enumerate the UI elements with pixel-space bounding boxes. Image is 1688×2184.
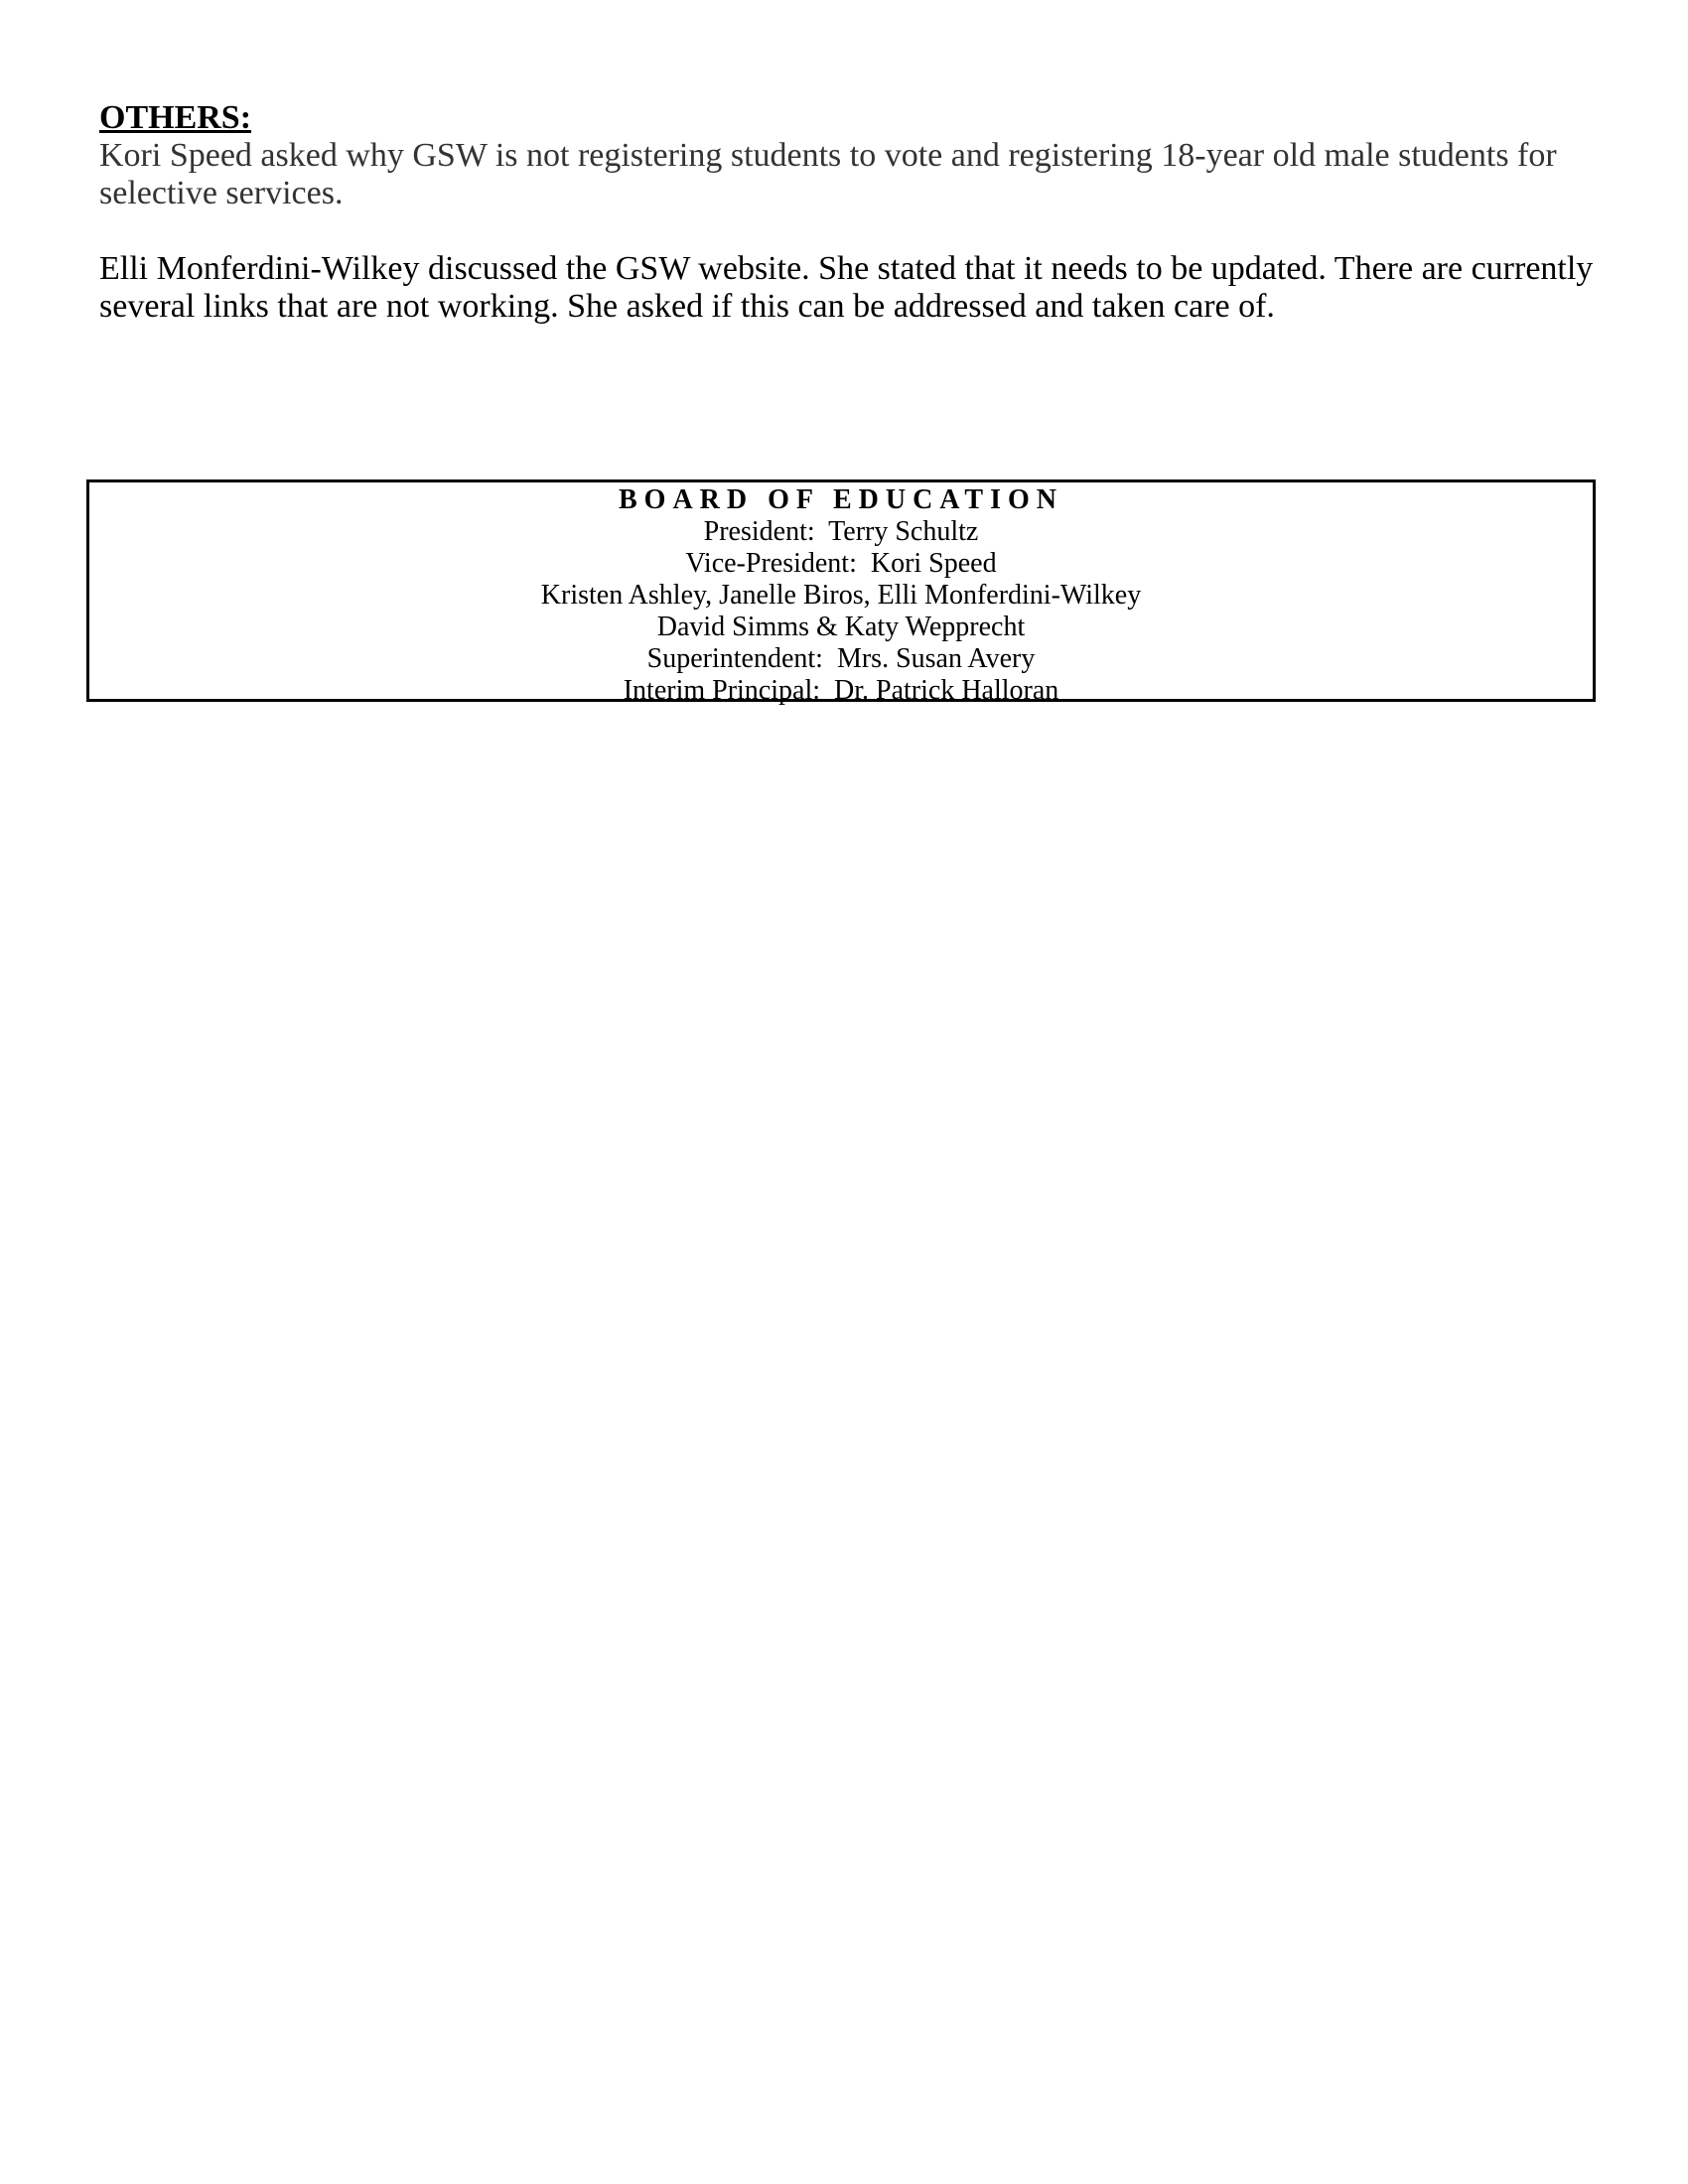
board-of-education-box <box>86 479 1596 706</box>
board-interim-principal: Interim Principal: Dr. Patrick Halloran <box>623 675 1059 706</box>
others-paragraph-website: Elli Monferdini-Wilkey discussed the GSW website. She stated that it needs to be updated. There are currently several links that are not working. She asked if this can be addressed and taken care of. <box>99 250 1594 325</box>
board-members-line-1: Kristen Ashley, Janelle Biros, Elli Monferdini-Wilkey <box>540 580 1142 611</box>
others-heading: OTHERS: <box>99 99 252 136</box>
others-paragraph-voter-registration: Kori Speed asked why GSW is not registering students to vote and registering 18-year old male students for selective services. <box>99 137 1557 211</box>
board-president: President: Terry Schultz <box>703 516 979 547</box>
board-members-line-2: David Simms & Katy Wepprecht <box>656 612 1026 642</box>
others-section <box>99 99 1609 326</box>
board-superintendent: Superintendent: Mrs. Susan Avery <box>646 643 1036 674</box>
board-title: BOARD OF EDUCATION <box>618 484 1063 515</box>
board-vice-president: Vice-President: Kori Speed <box>685 548 997 579</box>
paragraph-spacer <box>99 212 1609 250</box>
